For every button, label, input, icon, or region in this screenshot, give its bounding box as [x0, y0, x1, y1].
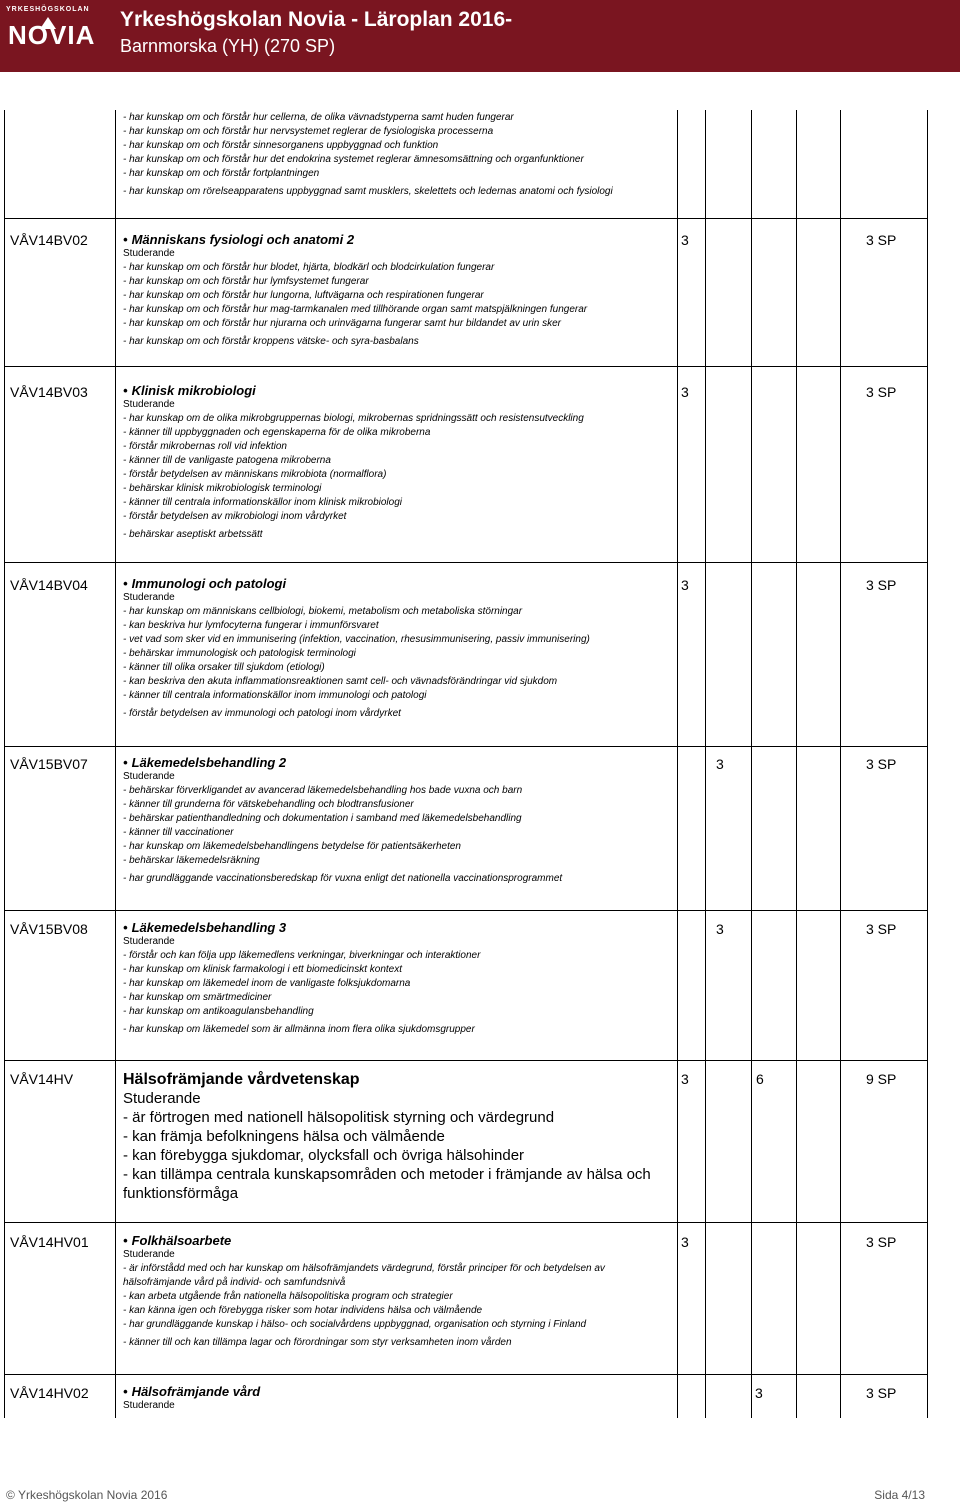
outcome-item: - har kunskap om och förstår hur mag-tarmkanalen med tillhörande organ samt matspjälkningen fungerar	[123, 304, 588, 315]
course-title: • Läkemedelsbehandling 2	[123, 755, 287, 770]
outcome-item: - har kunskap om och förstår hur det endokrina systemet reglerar ämnesomsättning och organfunktioner	[123, 154, 584, 165]
outcome-item: - behärskar aseptiskt arbetssätt	[123, 529, 263, 540]
logo-top-text: YRKESHÖGSKOLAN	[6, 6, 90, 13]
outcome-item: - har kunskap om och förstår hur nervsystemet reglerar de fysiologiska processerna	[123, 126, 494, 137]
outcome-item: - har kunskap om läkemedel inom de vanligaste folksjukdomarna	[123, 978, 411, 989]
outcome-item: - kan beskriva hur lymfocyterna fungerar i immunförsvaret	[123, 620, 379, 631]
row-separator	[4, 910, 928, 911]
credit-total: 3 SP	[866, 756, 897, 772]
studerande-label: Studerande	[123, 248, 175, 259]
studerande-label: Studerande	[123, 1249, 175, 1260]
studerande-label: Studerande	[123, 1400, 175, 1411]
course-title: • Folkhälsoarbete	[123, 1233, 232, 1248]
course-block	[123, 1385, 683, 1413]
outcome-item: - kan främja befolkningens hälsa och välmående	[123, 1128, 445, 1145]
outcome-item: - kan känna igen och förebygga risker som hotar individens hälsa och välmående	[123, 1305, 483, 1316]
studerande-label: Studerande	[123, 399, 175, 410]
credit-value: 3	[681, 232, 689, 248]
studerande-label: Studerande	[123, 1090, 201, 1107]
credit-value: 3	[681, 384, 689, 400]
outcome-item: - har kunskap om och förstår fortplantningen	[123, 168, 320, 179]
outcome-item: - förstår betydelsen av mikrobiologi inom vårdyrket	[123, 511, 347, 522]
row-separator	[4, 1374, 928, 1375]
course-block	[123, 233, 683, 349]
outcome-item: - har kunskap om och förstår sinnesorganens uppbyggnad och funktion	[123, 140, 439, 151]
credit-value: 3	[681, 1234, 689, 1250]
course-title: • Immunologi och patologi	[123, 576, 287, 591]
outcome-item: - har kunskap om och förstår hur cellerna, de olika vävnadstyperna samt huden fungerar	[123, 112, 514, 123]
course-code: VÅV14BV04	[10, 577, 88, 593]
studerande-label: Studerande	[123, 936, 175, 947]
row-separator	[4, 1222, 928, 1223]
course-title: • Hälsofrämjande vård	[123, 1384, 261, 1399]
outcome-item: - är förtrogen med nationell hälsopolitisk styrning och värdegrund	[123, 1109, 555, 1126]
outcome-item: - behärskar förverkligandet av avancerad läkemedelsbehandling hos bade vuxna och barn	[123, 785, 523, 796]
row-separator	[4, 1060, 928, 1061]
outcome-item: - har kunskap om läkemedelsbehandlingens betydelse för patientsäkerheten	[123, 841, 461, 852]
course-code: VÅV14HV01	[10, 1234, 89, 1250]
credit-value: 3	[755, 1385, 763, 1401]
module-code: VÅV14HV	[10, 1071, 74, 1087]
row-separator	[4, 746, 928, 747]
course-block	[123, 1234, 683, 1350]
course-title: • Läkemedelsbehandling 3	[123, 920, 287, 935]
outcome-item: - har kunskap om smärtmediciner	[123, 992, 272, 1003]
row-separator	[4, 562, 928, 563]
outcome-item: - förstår mikrobernas roll vid infektion	[123, 441, 287, 452]
outcome-item: - är införstådd med och har kunskap om hälsofrämjandets värdegrund, förstår principer för och betydelsen av	[123, 1263, 605, 1274]
course-block	[123, 384, 683, 542]
outcome-item: - har kunskap om och förstår hur lungorna, luftvägarna och respirationen fungerar	[123, 290, 484, 301]
outcome-item: - kan förebygga sjukdomar, olycksfall och övriga hälsohinder	[123, 1147, 525, 1164]
credit-total: 9 SP	[866, 1071, 897, 1087]
outcome-item: - behärskar immunologisk och patologisk terminologi	[123, 648, 356, 659]
row-separator	[4, 366, 928, 367]
course-code: VÅV14BV03	[10, 384, 88, 400]
outcome-item: - känner till olika orsaker till sjukdom (etiologi)	[123, 662, 325, 673]
credit-total: 3 SP	[866, 1385, 897, 1401]
outcome-item: - har grundläggande kunskap i hälso- och socialvårdens uppbyggnad, organisation och styrning i Finland	[123, 1319, 587, 1330]
outcome-item: - kan arbeta utgående från nationella hälsopolitiska program och strategier	[123, 1291, 453, 1302]
course-block	[123, 577, 683, 721]
credit-value: 3	[681, 577, 689, 593]
page-header	[0, 0, 960, 72]
outcome-item: - har kunskap om antikoagulansbehandling	[123, 1006, 314, 1017]
course-code: VÅV15BV07	[10, 756, 88, 772]
credit-total: 3 SP	[866, 921, 897, 937]
course-title: • Människans fysiologi och anatomi 2	[123, 232, 355, 247]
outcome-item: - behärskar klinisk mikrobiologisk terminologi	[123, 483, 322, 494]
outcome-item: - förstår betydelsen av immunologi och patologi inom vårdyrket	[123, 708, 401, 719]
module-title: Hälsofrämjande vårdvetenskap	[123, 1071, 360, 1088]
outcome-item: - behärskar läkemedelsräkning	[123, 855, 260, 866]
outcome-item: - förstår betydelsen av människans mikrobiota (normalflora)	[123, 469, 387, 480]
course-block	[123, 921, 683, 1037]
outcome-item: - har kunskap om och förstår hur njurarna och urinvägarna fungerar samt hur bildandet av urin sker	[123, 318, 562, 329]
credit-total: 3 SP	[866, 1234, 897, 1250]
outcome-item: - har kunskap om rörelseapparatens uppbyggnad samt musklers, skelettets och ledernas anatomi och fysiologi	[123, 186, 613, 197]
outcome-item: - känner till de vanligaste patogena mikroberna	[123, 455, 331, 466]
footer-copyright: © Yrkeshögskolan Novia 2016	[6, 1488, 168, 1502]
logo-main-text: NOVIA	[8, 20, 96, 50]
course-code: VÅV15BV08	[10, 921, 88, 937]
outcome-item: - förstår och kan följa upp läkemedlens verkningar, biverkningar och interaktioner	[123, 950, 481, 961]
course-code: VÅV14BV02	[10, 232, 88, 248]
outcome-item: - känner till grunderna för vätskebehandling och blodtransfusioner	[123, 799, 414, 810]
outcome-item: - har grundläggande vaccinationsberedskap för vuxna enligt det nationella vaccinationsprogrammet	[123, 873, 563, 884]
credit-value: 3	[681, 1071, 689, 1087]
outcome-item: - känner till centrala informationskällor inom immunologi och patologi	[123, 690, 427, 701]
outcome-item: - behärskar patienthandledning och dokumentation i samband med läkemedelsbehandling	[123, 813, 522, 824]
row-separator	[4, 218, 928, 219]
outcome-item: - har kunskap om och förstår hur lymfsystemet fungerar	[123, 276, 369, 287]
credit-value: 3	[716, 921, 724, 937]
outcome-item: - känner till uppbyggnaden och egenskaperna för de olika mikroberna	[123, 427, 431, 438]
novia-logo	[6, 6, 110, 64]
outcome-item: - känner till och kan tillämpa lagar och förordningar som styr verksamheten inom vården	[123, 1337, 512, 1348]
outcome-item: - har kunskap om och förstår hur blodet, hjärta, blodkärl och blodcirkulation fungerar	[123, 262, 495, 273]
credit-total: 3 SP	[866, 384, 897, 400]
studerande-label: Studerande	[123, 592, 175, 603]
credit-value: 3	[716, 756, 724, 772]
outcome-item: - känner till centrala informationskällor inom klinisk mikrobiologi	[123, 497, 402, 508]
credit-value-2: 6	[756, 1071, 764, 1087]
course-title: • Klinisk mikrobiologi	[123, 383, 256, 398]
course-code: VÅV14HV02	[10, 1385, 89, 1401]
outcome-item: - vet vad som sker vid en immunisering (infektion, vaccination, rhesusimmunisering, passiv immunisering)	[123, 634, 590, 645]
studerande-label: Studerande	[123, 771, 175, 782]
outcome-item: - har kunskap om klinisk farmakologi i ett biomedicinskt kontext	[123, 964, 403, 975]
credit-total: 3 SP	[866, 232, 897, 248]
footer-page-number: Sida 4/13	[874, 1488, 925, 1502]
intro-outcomes	[123, 111, 683, 199]
outcome-item: hälsofrämjande vård på individ- och samfundsnivå	[123, 1277, 346, 1288]
outcome-item: - har kunskap om och förstår kroppens vätske- och syra-basbalans	[123, 336, 419, 347]
credit-total: 3 SP	[866, 577, 897, 593]
outcome-item: - har kunskap om människans cellbiologi, biokemi, metabolism och metaboliska störningar	[123, 606, 523, 617]
outcome-item: - kan tillämpa centrala kunskapsområden och metoder i främjande av hälsa och funktionsförmåga	[123, 1166, 651, 1202]
module-block	[123, 1070, 683, 1203]
page-subtitle: Barnmorska (YH) (270 SP)	[120, 36, 336, 56]
outcome-item: - kan beskriva den akuta inflammationsreaktionen samt cell- och vävnadsförändringar vid sjukdom	[123, 676, 558, 687]
page-title: Yrkeshögskolan Novia - Läroplan 2016-	[120, 8, 513, 31]
outcome-item: - har kunskap om läkemedel som är allmänna inom flera olika sjukdomsgrupper	[123, 1024, 475, 1035]
outcome-item: - känner till vaccinationer	[123, 827, 234, 838]
outcome-item: - har kunskap om de olika mikrobgruppernas biologi, mikrobernas spridningssätt och resistensutveckling	[123, 413, 584, 424]
course-block	[123, 756, 683, 886]
